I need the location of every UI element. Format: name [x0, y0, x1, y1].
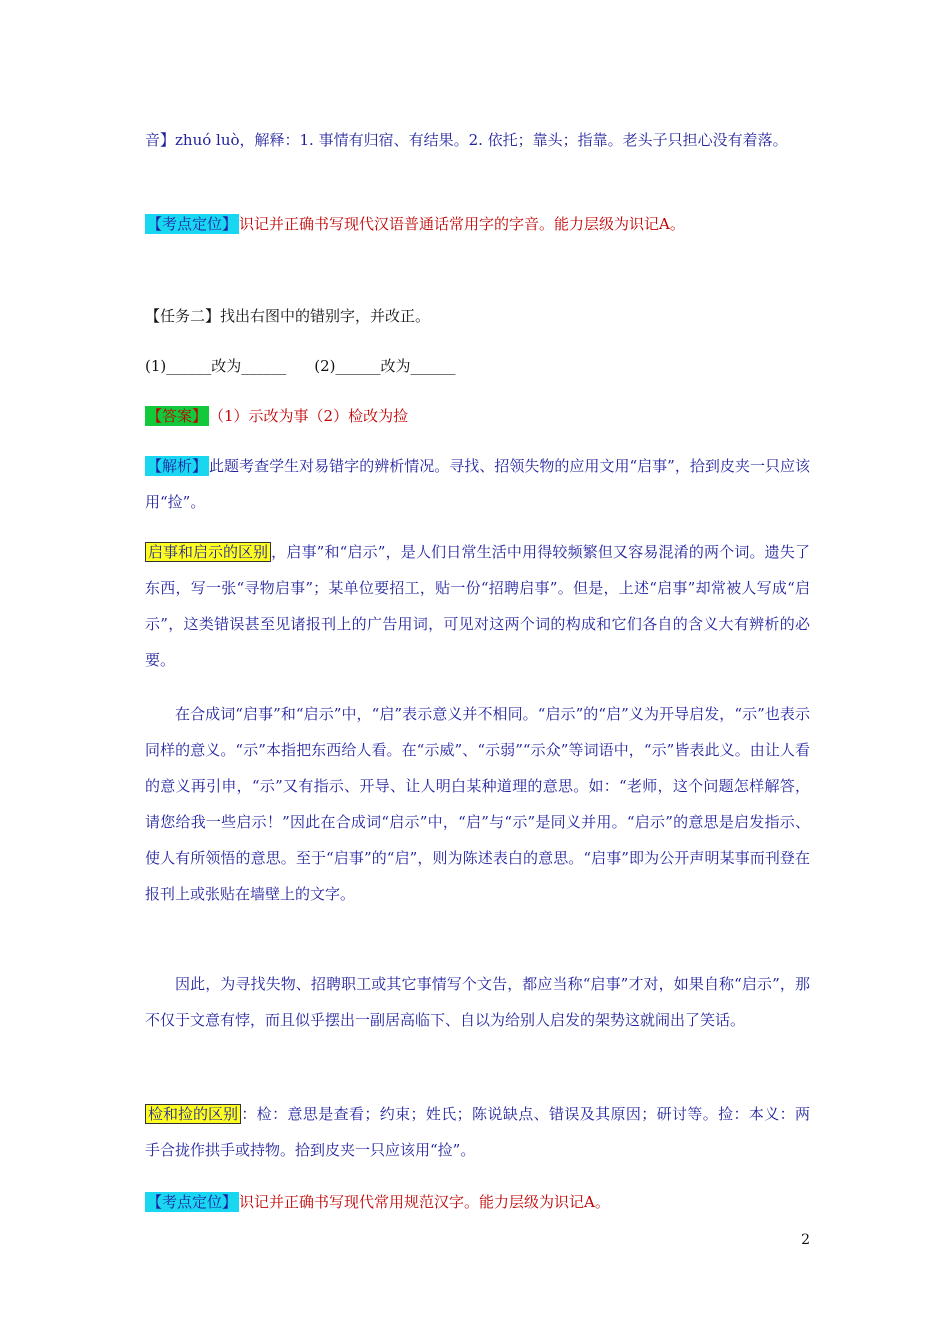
jian-diff-paragraph: [145, 1096, 810, 1168]
intro-text: 音】zhuó luò，解释：1. 事情有归宿、有结果。2. 依托；靠头；指靠。老头子只担心没有着落。: [145, 131, 788, 149]
conclusion-paragraph: [145, 966, 810, 1038]
qishi-explain-text: 在合成词“启事”和“启示”中，“启”表示意义并不相同。“启示”的“启”义为开导启发，“示”也表示同样的意义。“示”本指把东西给人看。在“示威”、“示弱”“示众”等词语中，“示”皆表此义。由让人看的意义再引申，“示”又有指示、开导、让人明白某种道理的意思。如：“老师，这个问题怎样解答，请您给我一些启示！”因此在合成词“启示”中，“启”与“示”是同义并用。“启示”的意思是启发指示、使人有所领悟的意思。至于“启事”的“启”，则为陈述表白的意思。“启事”即为公开声明某事而刊登在报刊上或张贴在墙壁上的文字。: [145, 705, 810, 903]
task2-heading: [145, 298, 810, 334]
task2-text: 【任务二】找出右图中的错别字，并改正。: [145, 307, 431, 325]
jian-diff-tag: 检和捡的区别: [145, 1104, 241, 1124]
kaodian-paragraph-1: [145, 206, 810, 242]
kaodian-paragraph-2: [145, 1184, 810, 1220]
analysis-paragraph: [145, 448, 810, 520]
blank-lines: [145, 348, 810, 384]
answer-paragraph: [145, 398, 810, 434]
kaodian-text-1: 识记并正确书写现代汉语普通话常用字的字音。能力层级为识记A。: [239, 215, 685, 233]
qishi-diff-text: ，启事”和“启示”，是人们日常生活中用得较频繁但又容易混淆的两个词。遗失了东西，写一张“寻物启事”；某单位要招工，贴一份“招聘启事”。但是，上述“启事”却常被人写成“启示”，这类错误甚至见诸报刊上的广告用词，可见对这两个词的构成和它们各自的含义大有辨析的必要。: [145, 543, 810, 669]
conclusion-text: 因此，为寻找失物、招聘职工或其它事情写个文告，都应当称“启事”才对，如果自称“启示”，那不仅于文意有悖，而且似乎摆出一副居高临下、自以为给别人启发的架势这就闹出了笑话。: [145, 975, 810, 1029]
blank-item-1: (1)______改为______: [145, 357, 287, 375]
answer-text: （1）示改为事（2）检改为捡: [209, 407, 409, 425]
qishi-explain-paragraph: [145, 696, 810, 912]
kaodian-tag-1: 【考点定位】: [147, 215, 238, 233]
jian-diff-text: ：检：意思是查看；约束；姓氏；陈说缺点、错误及其原因；研讨等。捡：本义：两手合拢作拱手或持物。拾到皮夹一只应该用“捡”。: [145, 1105, 810, 1159]
analysis-tag: 【解析】: [147, 457, 208, 475]
analysis-text: 此题考查学生对易错字的辨析情况。寻找、招领失物的应用文用“启事”，拾到皮夹一只应该用“捡”。: [145, 457, 810, 511]
qishi-diff-paragraph: [145, 534, 810, 678]
answer-tag: 【答案】: [147, 407, 208, 425]
qishi-diff-tag: 启事和启示的区别: [145, 542, 271, 562]
kaodian-tag-2: 【考点定位】: [147, 1193, 238, 1211]
blank-item-2: (2)______改为______: [314, 357, 456, 375]
kaodian-text-2: 识记并正确书写现代常用规范汉字。能力层级为识记A。: [239, 1193, 610, 1211]
page-number: 2: [801, 1232, 810, 1248]
intro-paragraph: [145, 122, 810, 158]
